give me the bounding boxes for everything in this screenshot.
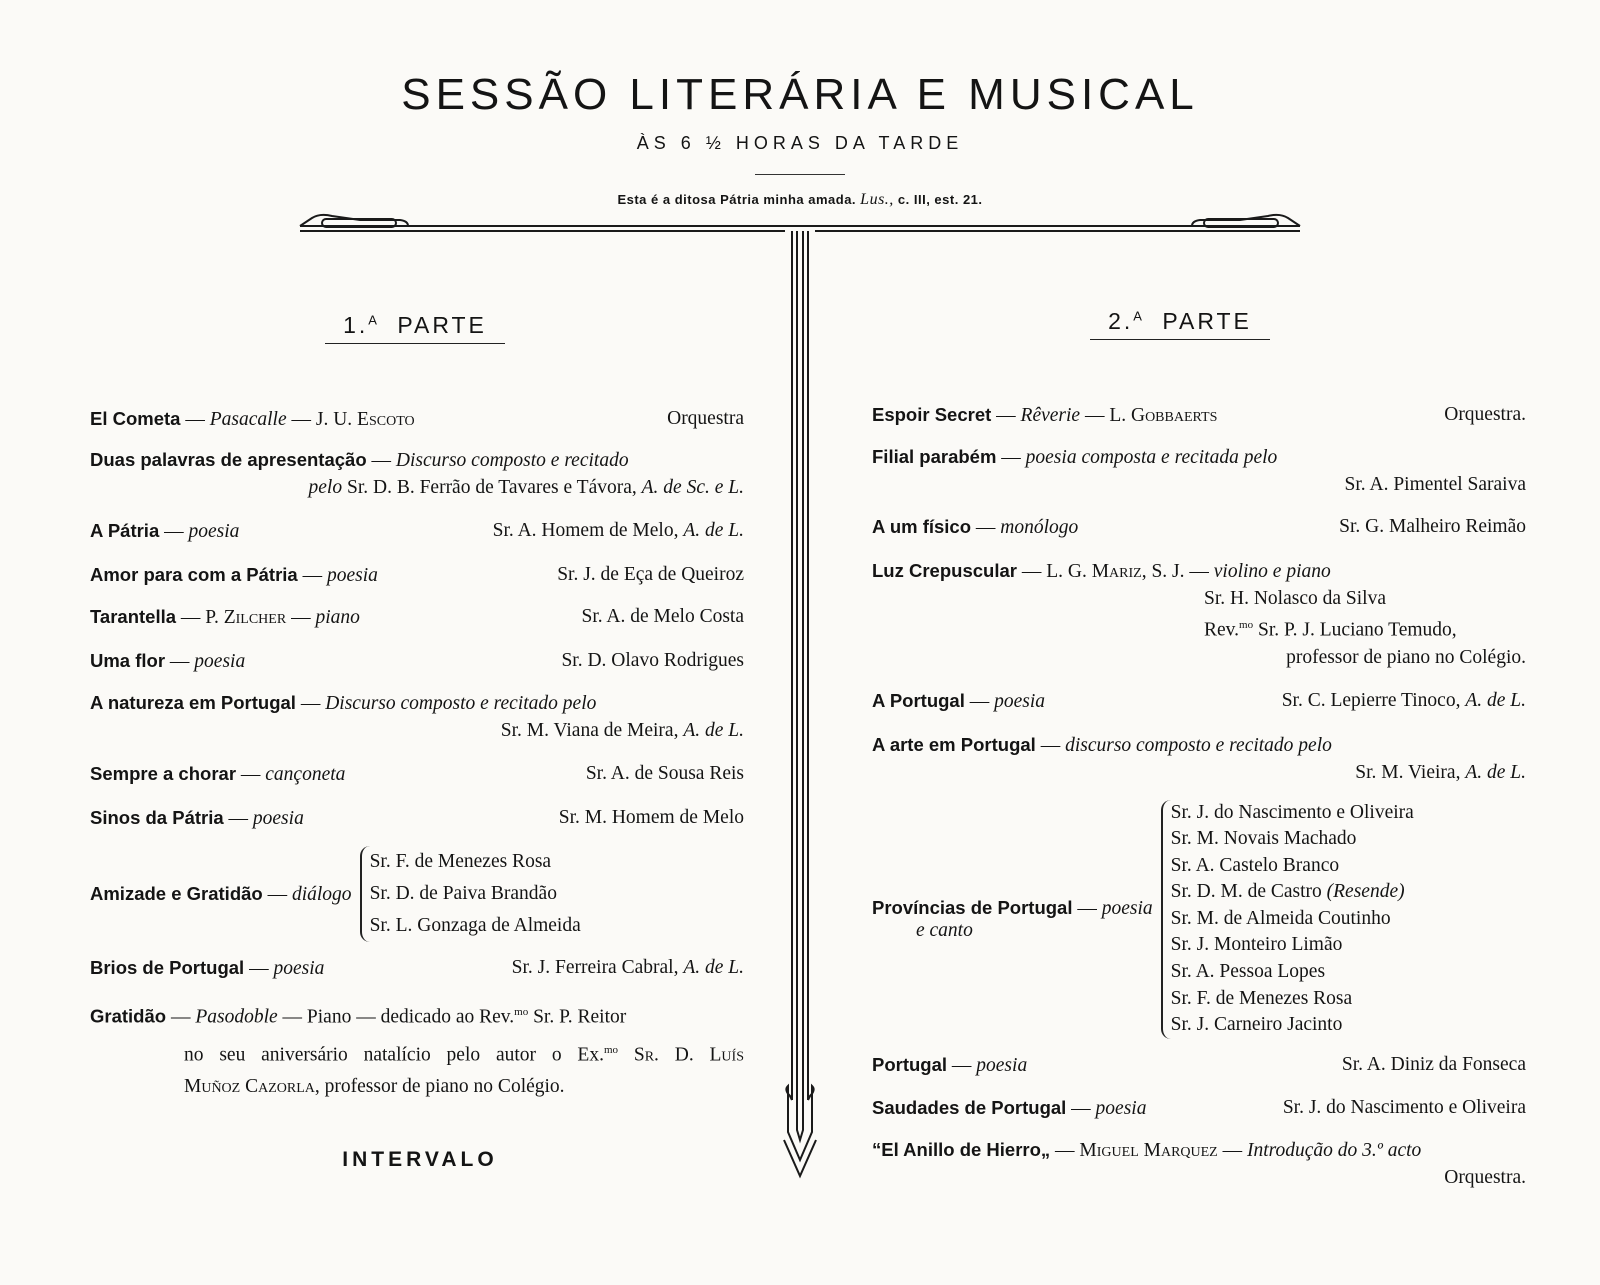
part2-item-2: Filial parabém — poesia composta e recitada pelo Sr. A. Pimentel Saraiva — [872, 446, 1526, 495]
part1-item-8: Sempre a chorar — cançoneta Sr. A. de Sousa Reis — [90, 763, 744, 785]
performer-group: Sr. J. do Nascimento e Oliveira Sr. M. Novais Machado Sr. A. Castelo Branco Sr. D. M. de Castro (Resende) Sr. M. de Almeida Coutinho Sr. J. Monteiro Limão Sr. A. Pessoa Lopes Sr. F. de Menezes Rosa Sr. J. Carneiro Jacinto — [1161, 800, 1414, 1039]
epigraph — [0, 191, 1600, 209]
part1-item-10: Amizade e Gratidão — diálogo Sr. F. de Menezes Rosa Sr. D. de Paiva Brandão Sr. L. Gonzaga de Almeida — [90, 846, 744, 942]
part1-item-1: El Cometa — Pasacalle — J. U. Escoto Orquestra — [90, 408, 744, 430]
part1-item-4: Amor para com a Pátria — poesia Sr. J. de Eça de Queiroz — [90, 564, 744, 586]
program-time: ÀS 6 ½ HORAS DA TARDE — [636, 133, 964, 153]
title-rule — [755, 174, 845, 175]
part1-heading: 1.$^A$ PARTE — [325, 312, 505, 344]
part2-item-4: Luz Crepuscular — L. G. Mariz, S. J. — violino e piano Sr. H. Nolasco da Silva Rev.$^{mo}$ Sr. P. J. Luciano Temudo, professor de piano no Colégio. — [872, 560, 1526, 668]
part2-item-1: Espoir Secret — Rêverie — L. Gobbaerts Orquestra. — [872, 404, 1526, 426]
part2-item-7: Províncias de Portugal — poesia e canto Sr. J. do Nascimento e Oliveira Sr. M. Novais Machado Sr. A. Castelo Branco Sr. D. M. de Castro (Resende) Sr. M. de Almeida Coutinho Sr. J. Monteiro Limão Sr. A. Pessoa Lopes Sr. F. de Menezes Rosa Sr. J. Carneiro Jacinto — [872, 800, 1526, 1039]
part2-item-9: Saudades de Portugal — poesia Sr. J. do Nascimento e Oliveira — [872, 1096, 1526, 1119]
part2-item-10: “El Anillo de Hierro„ — Miguel Marquez — Introdução do 3.º acto Orquestra. — [872, 1138, 1526, 1188]
part1-item-11: Brios de Portugal — poesia Sr. J. Ferreira Cabral, A. de L. — [90, 957, 744, 979]
part1-item-3: A Pátria — poesia Sr. A. Homem de Melo, A. de L. — [90, 520, 744, 542]
intervalo-label: INTERVALO — [342, 1148, 498, 1171]
part2-item-3: A um físico — monólogo Sr. G. Malheiro Reimão — [872, 516, 1526, 538]
part2-item-6: A arte em Portugal — discurso composto e recitado pelo Sr. M. Vieira, A. de L. — [872, 733, 1526, 783]
epigraph-text: Esta é a ditosa Pátria minha amada. — [617, 192, 857, 207]
part1-item-6: Uma flor — poesia Sr. D. Olavo Rodrigues — [90, 650, 744, 672]
performer-group: Sr. F. de Menezes Rosa Sr. D. de Paiva Brandão Sr. L. Gonzaga de Almeida — [360, 846, 581, 942]
part1-item-5: Tarantella — P. Zilcher — piano Sr. A. de Melo Costa — [90, 606, 744, 628]
part2-heading: 2.$^A$ PARTE — [1090, 308, 1270, 340]
epigraph-reference: c. III, est. 21. — [897, 192, 983, 207]
part1-item-12: Gratidão — Pasodoble — Piano — dedicado ao Rev.$^{mo}$ Sr. P. Reitor no seu aniversário natalício pelo autor o Ex.$^{mo}$ Sr. D. Luís Muñoz Cazorla, professor de piano no Colégio. — [90, 1005, 744, 1097]
part2-item-8: Portugal — poesia Sr. A. Diniz da Fonseca — [872, 1053, 1526, 1076]
part2-list — [872, 401, 1526, 1191]
part1-item-7: A natureza em Portugal — Discurso composto e recitado pelo Sr. M. Viana de Meira, A. de L. — [90, 692, 744, 741]
part2-item-5: A Portugal — poesia Sr. C. Lepierre Tinoco, A. de L. — [872, 689, 1526, 712]
part1-item-9: Sinos da Pátria — poesia Sr. M. Homem de Melo — [90, 807, 744, 829]
epigraph-source: Lus., — [860, 191, 894, 208]
program-title: SESSÃO LITERÁRIA E MUSICAL — [401, 70, 1199, 119]
part1-item-2: Duas palavras de apresentação — Discurso composto e recitado pelo Sr. D. B. Ferrão de Tavares e Távora, A. de Sc. e L. — [90, 449, 744, 498]
part1-list — [90, 405, 744, 1103]
